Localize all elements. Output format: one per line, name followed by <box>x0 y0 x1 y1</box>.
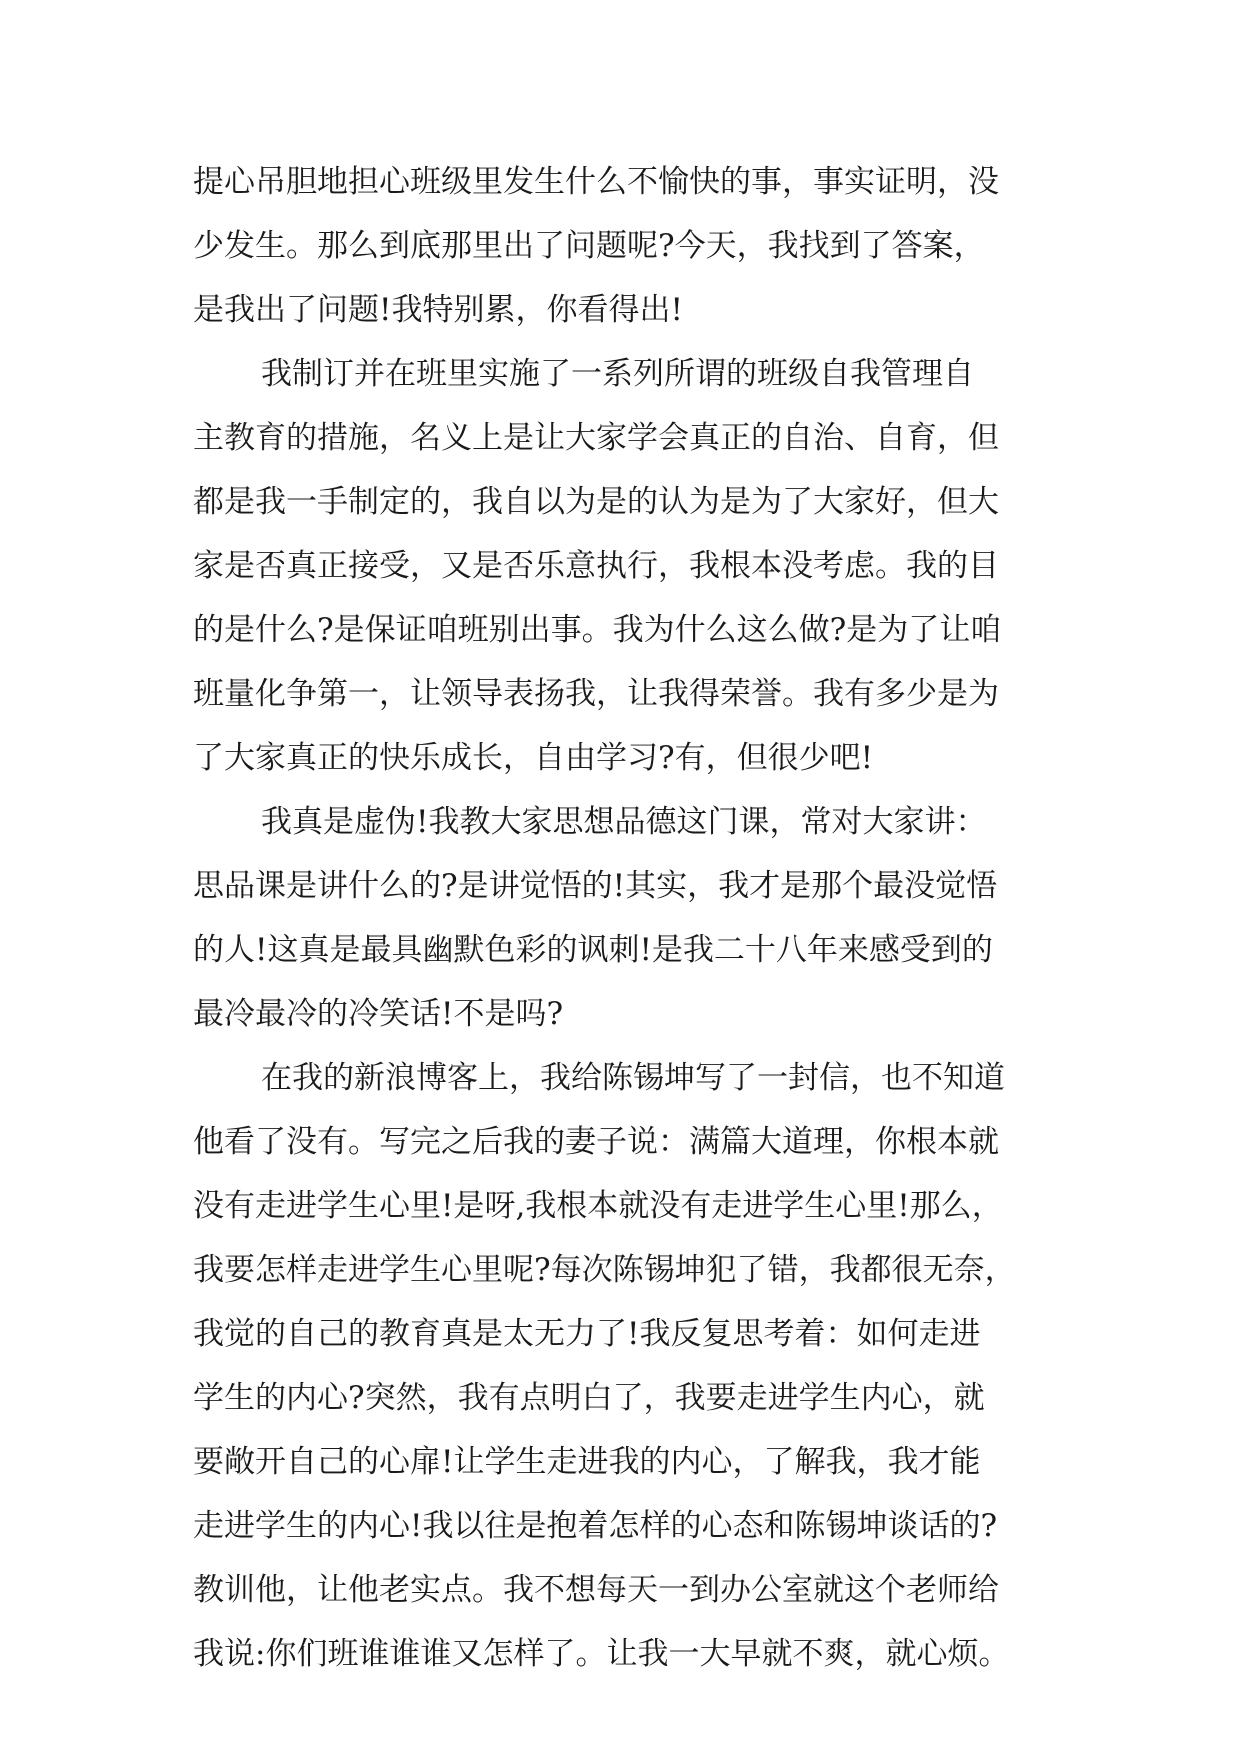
paragraph-first-line: 在我的新浪博客上，我给陈锡坤写了一封信，也不知道 <box>261 1060 1005 1096</box>
text-line: 走进学生的内心!我以往是抱着怎样的心态和陈锡坤谈话的? <box>193 1508 998 1544</box>
text-line: 少发生。那么到底那里出了问题呢?今天，我找到了答案， <box>193 228 985 264</box>
text-line: 提心吊胆地担心班级里发生什么不愉快的事，事实证明，没 <box>193 164 999 200</box>
text-line: 班量化争第一，让领导表扬我，让我得荣誉。我有多少是为 <box>193 676 999 712</box>
text-line: 家是否真正接受，又是否乐意执行，我根本没考虑。我的目 <box>193 548 999 584</box>
text-line: 学生的内心?突然，我有点明白了，我要走进学生内心，就 <box>193 1380 985 1416</box>
text-line: 思品课是讲什么的?是讲觉悟的!其实，我才是那个最没觉悟 <box>193 868 998 904</box>
paragraph-first-line: 我制订并在班里实施了一系列所谓的班级自我管理自 <box>261 356 974 392</box>
text-line: 主教育的措施，名义上是让大家学会真正的自治、自育，但 <box>193 420 999 456</box>
text-line: 要敞开自己的心扉!让学生走进我的内心，了解我，我才能 <box>193 1444 981 1480</box>
text-line: 了大家真正的快乐成长，自由学习?有，但很少吧! <box>193 740 874 776</box>
paragraph-first-line: 我真是虚伪!我教大家思想品德这门课，常对大家讲： <box>261 804 987 840</box>
text-line: 都是我一手制定的，我自以为是的认为是为了大家好，但大 <box>193 484 999 520</box>
text-line: 没有走进学生心里!是呀,我根本就没有走进学生心里!那么， <box>193 1188 1003 1224</box>
text-line: 我说:你们班谁谁谁又怎样了。让我一大早就不爽，就心烦。 <box>193 1636 1010 1672</box>
body-text <box>193 150 1063 1686</box>
text-line: 的人!这真是最具幽默色彩的讽刺!是我二十八年来感受到的 <box>193 932 993 968</box>
text-line: 是我出了问题!我特别累，你看得出! <box>193 292 683 328</box>
text-line: 教训他，让他老实点。我不想每天一到办公室就这个老师给 <box>193 1572 999 1608</box>
text-line: 的是什么?是保证咱班别出事。我为什么这么做?是为了让咱 <box>193 612 1002 648</box>
text-line: 我觉的自己的教育真是太无力了!我反复思考着：如何走进 <box>193 1316 981 1352</box>
text-line: 最冷最冷的冷笑话!不是吗? <box>193 996 564 1032</box>
text-line: 我要怎样走进学生心里呢?每次陈锡坤犯了错，我都很无奈， <box>193 1252 1016 1288</box>
text-line: 他看了没有。写完之后我的妻子说：满篇大道理，你根本就 <box>193 1124 999 1160</box>
